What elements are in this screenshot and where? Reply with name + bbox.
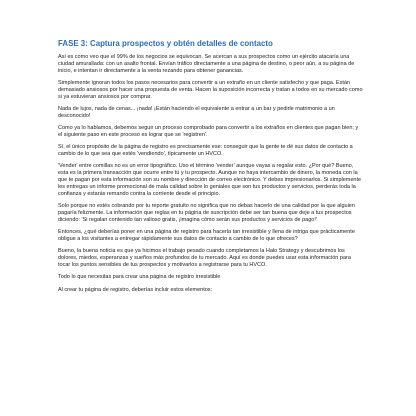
- body-paragraph: Simplemente ignoran todos los pasos necesarios para convertir a un extraño en un cliente satisfecho y que paga. Están demasiado ansiosos por hacer una propuesta de venta. Hacen la suposición incorrecta y tratan a todos en su mercado como si ya estuvieran ansiosos por comprar.: [58, 80, 363, 100]
- body-paragraph: Todo lo que necesitas para crear una página de registro irresistible: [58, 274, 221, 281]
- body-paragraph: Entonces, ¿qué deberías poner en una página de registro para hacerla tan irresistible y llena de intriga que prácticamente obligue a los visitantes a entregar rápidamente sus datos de contacto a cambio de lo que ofreces?: [58, 229, 355, 243]
- body-paragraph: Como ya lo hablamos, debemos seguir un proceso comprobado para convertir a los extraños en clientes que pagan bien; y el siguiente paso en este proceso es lograr que se 'registren'.: [58, 125, 359, 139]
- body-paragraph: Nada de lujos, nada de cenas... ¡nada! ¡Están haciendo el equivalente a entrar a un bar y pedirle matrimonio a un desconocido!: [58, 106, 335, 119]
- body-paragraph: Así es como veo que el 99% de los negocios se equivocan. Se acercan a sus prospectos como un ejército atacaría una ciudad amurallada: con un asalto frontal. Envían tráfico directamente a una página de destino, o peor aún, a su página de inicio, e intentan ir directamente a la venta rezando para obtener ganancias.: [58, 54, 355, 74]
- document-page: [58, 39, 363, 299]
- body-paragraph: Solo porque no estés cobrando por tu reporte gratuito no significa que no debas hacerlo de una calidad por la que alguien pagaría felizmente. La información que reglas en tu página de suscripción debe ser tan buena que deje a tus prospectos diciendo: 'Si regalan contenido tan valioso gratis, ¡imagina cómo serán sus productos y servicios de pago!': [58, 203, 355, 223]
- body-paragraph: Sí, el único propósito de la página de registro es precisamente ese: conseguir que la gente te dé sus datos de contacto a cambio de lo que sea que estés 'vendiendo', típicamente un HVCO.: [58, 144, 353, 158]
- document-body: [58, 54, 363, 293]
- body-paragraph: Al crear tu página de registro, deberías incluir estos elementos:: [58, 286, 213, 293]
- section-title: FASE 3: Captura prospectos y obtén detalles de contacto: [58, 39, 273, 48]
- body-paragraph: Bueno, la buena noticia es que ya hicimos el trabajo pesado cuando completamos la Halo Strategy y descubrimos los dolores, miedos, esperanzas y sueños más profundos de tu mercado. Aquí es donde puedes usar esta información para tocar los puntos sensibles de tus prospectos y motivarlos a registrarse para tu HVCO.: [58, 248, 351, 269]
- body-paragraph: 'Vender' entre comillas no es un error tipográfico. Uso el término 'vender' aunque vayas a regalar esto. ¿Por qué? Bueno, esta es la primera transacción que ocurre entre tú y tu prospecto. Aunque no haya intercambio de dinero, la moneda con la que te pagan por esta información son su nombre y dirección de correo electrónico. Y debes impresionarlos. Si simplemente les entregas un informe promocional de mala calidad sobre lo geniales que son tus productos y servicios, perderás toda la confianza y estarás remando contra la corriente desde el principio.: [58, 163, 362, 197]
